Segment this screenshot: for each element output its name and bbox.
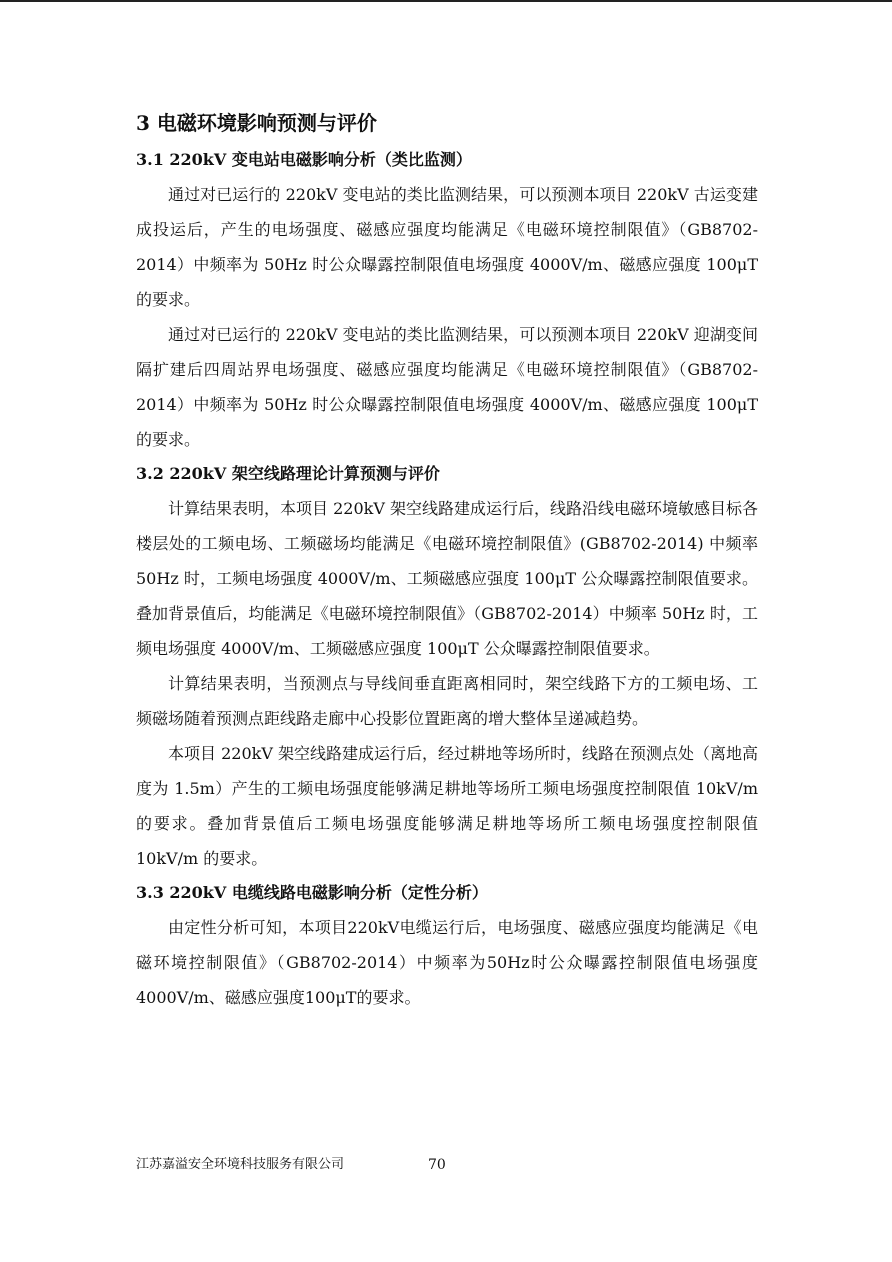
- paragraph: 通过对已运行的 220kV 变电站的类比监测结果，可以预测本项目 220kV 迎湖变间隔扩建后四周站界电场强度、磁感应强度均能满足《电磁环境控制限值》（GB8702-2014）中频率为 50Hz 时公众曝露控制限值电场强度 4000V/m、磁感应强度 100μT 的要求。: [136, 325, 758, 449]
- section-3-3: [136, 876, 758, 1015]
- paragraph: 通过对已运行的 220kV 变电站的类比监测结果，可以预测本项目 220kV 古运变建成投运后，产生的电场强度、磁感应强度均能满足《电磁环境控制限值》（GB8702-2014）中频率为 50Hz 时公众曝露控制限值电场强度 4000V/m、磁感应强度 100μT 的要求。: [136, 185, 758, 309]
- section-3-2: [136, 457, 758, 876]
- section-title: 3.1 220kV 变电站电磁影响分析（类比监测）: [136, 150, 472, 169]
- section-3-1: [136, 143, 758, 457]
- page-top-border: [0, 0, 892, 2]
- page-number: 70: [428, 1157, 446, 1173]
- paragraph: 计算结果表明，当预测点与导线间垂直距离相同时，架空线路下方的工频电场、工频磁场随着预测点距线路走廊中心投影位置距离的增大整体呈递减趋势。: [136, 674, 758, 728]
- section-title: 3.2 220kV 架空线路理论计算预测与评价: [136, 464, 440, 483]
- paragraph: 由定性分析可知，本项目220kV电缆运行后，电场强度、磁感应强度均能满足《电磁环境控制限值》（GB8702-2014）中频率为50Hz时公众曝露控制限值电场强度4000V/m、磁感应强度100μT的要求。: [136, 918, 758, 1007]
- paragraph: 本项目 220kV 架空线路建成运行后，经过耕地等场所时，线路在预测点处（离地高度为 1.5m）产生的工频电场强度能够满足耕地等场所工频电场强度控制限值 10kV/m 的要求。叠加背景值后工频电场强度能够满足耕地等场所工频电场强度控制限值 10kV/m 的要求。: [136, 744, 758, 868]
- paragraph: 计算结果表明，本项目 220kV 架空线路建成运行后，线路沿线电磁环境敏感目标各楼层处的工频电场、工频磁场均能满足《电磁环境控制限值》(GB8702-2014) 中频率 50Hz 时，工频电场强度 4000V/m、工频磁感应强度 100μT 公众曝露控制限值要求。叠加背景值后，均能满足《电磁环境控制限值》（GB8702-2014）中频率 50Hz 时，工频电场强度 4000V/m、工频磁感应强度 100μT 公众曝露控制限值要求。: [136, 499, 758, 658]
- chapter-heading: 3 电磁环境影响预测与评价: [136, 111, 377, 135]
- document-body: [136, 106, 758, 1015]
- section-title: 3.3 220kV 电缆线路电磁影响分析（定性分析）: [136, 883, 488, 902]
- footer-company-name: 江苏嘉溢安全环境科技服务有限公司: [136, 1157, 345, 1172]
